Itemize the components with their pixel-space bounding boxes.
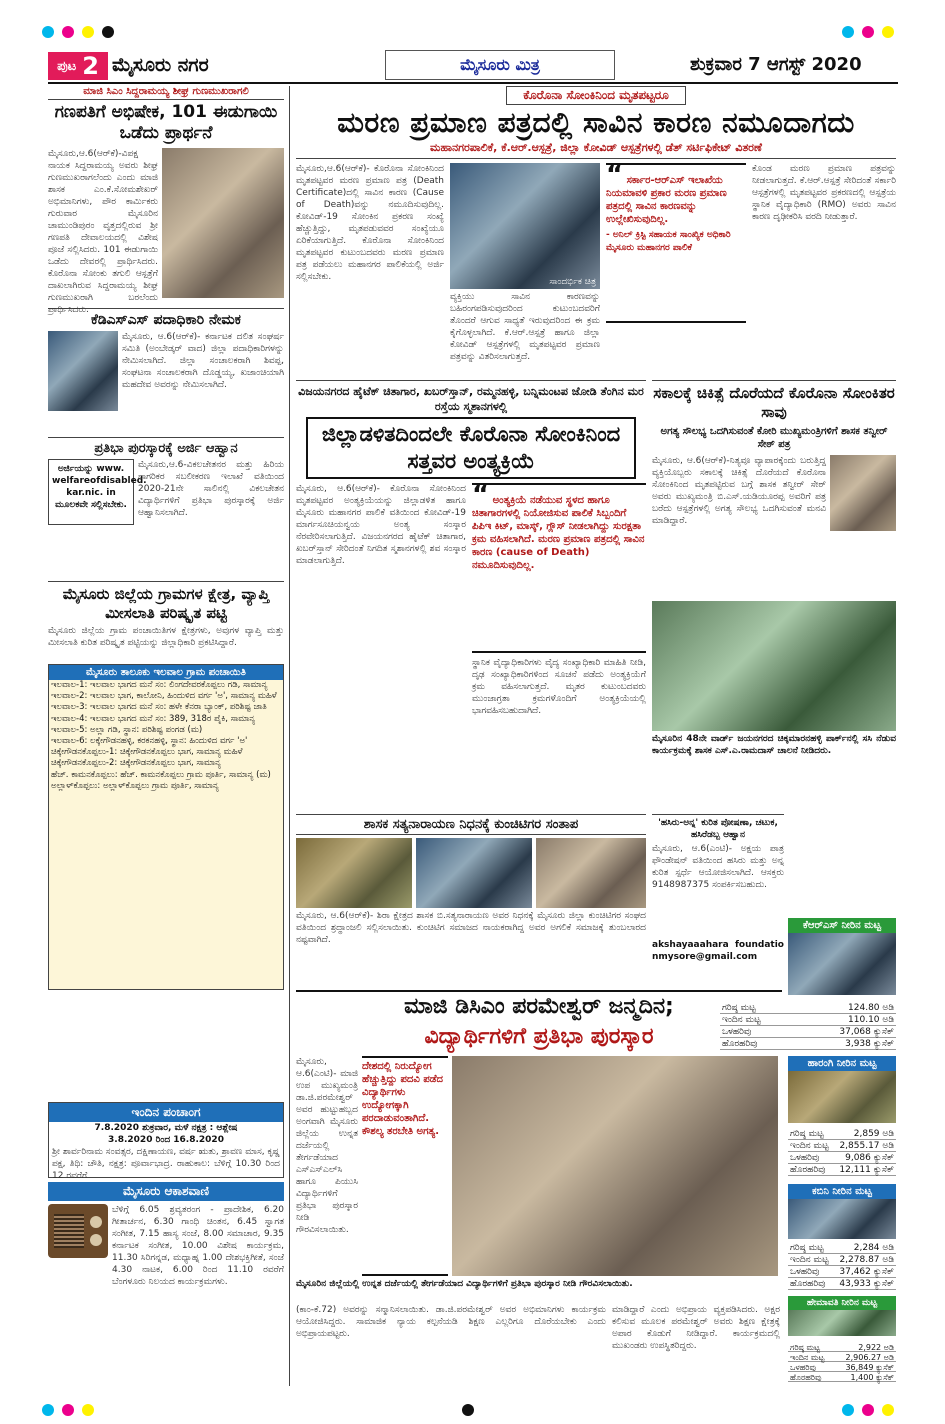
hemavathi-table: [788, 1342, 896, 1382]
kabini-dam-photo: [788, 1199, 896, 1239]
parameshwar-story: [296, 990, 782, 1386]
parameshwar-headline-1: ಮಾಜಿ ಡಿಸಿಎಂ ಪರಮೇಶ್ವರ್ ಜನ್ಮದಿನ;: [296, 990, 782, 1022]
harangi-dam-photo: [788, 1071, 896, 1123]
table-row: ಇಂದಿನ ಮಟ್ಟ 110.10 ಅಡಿ: [722, 1015, 894, 1025]
cyan-dot: [42, 1404, 54, 1416]
villages-headline: ಮೈಸೂರು ಜಿಲ್ಲೆಯ ಗ್ರಾಮಗಳ ಕ್ಷೇತ್ರ, ವ್ಯಾಪ್ತಿ ಮೀಸಲಾತಿ ಪರಿಷ್ಕೃತ ಪಟ್ಟಿ: [48, 581, 284, 623]
funeral-headline: ಜಿಲ್ಲಾಡಳಿತದಿಂದಲೇ ಕೊರೊನಾ ಸೋಂಕಿನಿಂದ ಸತ್ತವರ ಅಂತ್ಯಕ್ರಿಯೆ: [306, 417, 636, 479]
parameshwar-col3: ಮಾಡಿದ್ದಾರೆ ಎಂದು ಅಭಿಪ್ರಾಯ ವ್ಯಕ್ತಪಡಿಸಿದರು. ಅಕ್ಷರ ಕಲಿಸುವ ಮೂಲಕ ಪರಮೇಶ್ವರ್ ಅವರು ಶಿಕ್ಷಣ ಕ್ಷೇತ್ರಕ್ಕೆ ಅಪಾರ ಕೊಡುಗೆ ನೀಡಿದ್ದಾರೆ. ಕಾರ್ಯಕ್ರಮದಲ್ಲಿ ಮುಖಂಡರು ಉಪಸ್ಥಿತರಿದ್ದರು.: [612, 1305, 780, 1351]
table-row: ಇಂದಿನ ಮಟ್ಟ 2,906.27 ಅಡಿ: [790, 1353, 894, 1362]
quote-mark-icon: “: [606, 160, 624, 190]
hemavathi-dam-photo: [788, 1310, 896, 1336]
hasiru-contact: akshayaaahara foundationmysore@gmail.com: [652, 940, 784, 962]
hasiru-body: ಮೈಸೂರು, ಆ.6(ಎಂಟಿ)- ಅಕ್ಷಯ ಪಾತ್ರ ಫೌಂಡೇಷನ್ ವತಿಯಿಂದ ಹಸಿರು ಮತ್ತು ಅನ್ನ ಕುರಿತ ಸ್ಪರ್ಧೆ ಆಯೋಜಿಸಲಾಗಿದೆ. ಆಸಕ್ತರು 9148987375 ಸಂಪರ್ಕಿಸಬಹುದು.: [652, 844, 784, 890]
hasiru-headline: 'ಹಸಿರು-ಅನ್ನ' ಕುರಿತ ಪೋಷಣಾ, ಚಟುಕ, ಹಸಿರೆಡಬ್ಬ ಆಹ್ವಾನ: [652, 814, 784, 841]
akashavani-title: ಮೈಸೂರು ಆಕಾಶವಾಣಿ: [48, 1182, 284, 1201]
krs-title: ಕೆಆರ್‌ಎಸ್ ನೀರಿನ ಮಟ್ಟ: [788, 918, 896, 933]
kunchitiga-body: ಮೈಸೂರು, ಆ.6(ಆರ್‌ಕೆ)- ಶಿರಾ ಕ್ಷೇತ್ರದ ಶಾಸಕ ಬಿ.ಸತ್ಯನಾರಾಯಣ ಅವರ ನಿಧನಕ್ಕೆ ಮೈಸೂರು ಜಿಲ್ಲಾ ಕುಂಚಿಟಿಗರ ಸಂಘದ ವತಿಯಿಂದ ಶ್ರದ್ಧಾಂಜಲಿ ಸಲ್ಲಿಸಲಾಯಿತು. ಕುಂಚಿಟಿಗ ಸಮಾಜದ ನಾಯಕರಾಗಿದ್ದ ಅವರ ಅಗಲಿಕೆ ಸಮಾಜಕ್ಕೆ ತುಂಬಲಾರದ ನಷ್ಟವಾಗಿದೆ.: [296, 911, 646, 945]
funeral-kicker: ವಿಜಯನಗರದ ಹೈಟೆಕ್ ಚಿತಾಗಾರ, ಖಬರ್‌ಸ್ತಾನ್, ರಮ್ಮನಹಳ್ಳಿ, ಬನ್ನಿಮಂಟಪ ಜೋಡಿ ತೆಂಗಿನ ಮರ ರಸ್ತೆಯ ಸ್ಮಶಾನಗಳಲ್ಲಿ: [296, 380, 646, 414]
panchanga-box: [48, 1102, 284, 1181]
list-item: ಇಲವಾಲ-2: ಇಲವಾಲ ಭಾಗ, ಕಾಲೋನಿ, ಹಿಂದುಳಿದ ವರ್ಗ 'ಅ', ಸಾಮಾನ್ಯ ಮಹಿಳೆ: [51, 691, 277, 702]
hemavathi-dam-box: [788, 1296, 896, 1336]
list-item: ಇಲವಾಲ-4: ಇಲವಾಲ ಭಾಗದ ಮನೆ ಸಂ: 389, 318ರ ಪೈಕಿ, ಸಾಮಾನ್ಯ: [51, 713, 256, 724]
column-divider: [289, 86, 290, 1386]
pratibha-body: ಮೈಸೂರು,ಆ.6-ವಿಕಲಚೇತನರ ಮತ್ತು ಹಿರಿಯ ನಾಗರಿಕರ ಸಬಲೀಕರಣ ಇಲಾಖೆ ವತಿಯಿಂದ 2020-21ನೇ ಸಾಲಿನಲ್ಲಿ ವಿಕಲಚೇತನ ವಿದ್ಯಾರ್ಥಿಗಳಿಗೆ ಪ್ರತಿಭಾ ಪುರಸ್ಕಾರಕ್ಕೆ ಅರ್ಜಿ ಆಹ್ವಾನಿಸಲಾಗಿದೆ.: [138, 460, 284, 518]
lead-kicker: ಕೊರೊನಾ ಸೋಂಕಿನಿಂದ ಮೃತಪಟ್ಟರೂ: [506, 86, 686, 105]
kabini-dam-box: [788, 1184, 896, 1239]
table-row: ಒಳಹರಿವು 36,849 ಕ್ಯುಸೆಕ್: [790, 1363, 894, 1372]
list-item: ಅಲ್ಲಾಳ್‌ಕೊಪ್ಪಲು: ಅಲ್ಲಾಳ್‌ಕೊಪ್ಪಲು ಗ್ರಾಮ ಪೂರ್ತಿ, ಸಾಮಾನ್ಯ: [51, 780, 219, 791]
table-row: ಒಳಹರಿವು 37,462 ಕ್ಯುಸೆಕ್: [790, 1267, 894, 1277]
magenta-dot: [62, 1404, 74, 1416]
parameshwar-col1: ಮೈಸೂರು, ಆ.6(ಎಂಟಿ)- ಮಾಜಿ ಉಪ ಮುಖ್ಯಮಂತ್ರಿ ಡಾ.ಜಿ.ಪರಮೇಶ್ವರ್ ಅವರ ಹುಟ್ಟುಹಬ್ಬದ ಅಂಗವಾಗಿ ಮೈಸೂರು ಜಿಲ್ಲೆಯ ಉನ್ನತ ದರ್ಜೆಯಲ್ಲಿ ತೇರ್ಗಡೆಯಾದ ಎಸ್‌ಎಸ್‌ಎಲ್‌ಸಿ ಹಾಗೂ ಪಿಯುಸಿ ವಿದ್ಯಾರ್ಥಿಗಳಿಗೆ ಪ್ರತಿಭಾ ಪುರಸ್ಕಾರ ನೀಡಿ ಗೌರವಿಸಲಾಯಿತು.: [296, 1057, 358, 1235]
table-row: ಒಳಹರಿವು 9,086 ಕ್ಯುಸೆಕ್: [790, 1153, 894, 1163]
cyan-dot: [842, 26, 854, 38]
lead-subhead: ಮಹಾನಗರಪಾಲಿಕೆ, ಕೆ.ಆರ್.ಆಸ್ಪತ್ರೆ, ಜಿಲ್ಲಾ ಕೋವಿಡ್ ಆಸ್ಪತ್ರೆಗಳಲ್ಲಿ ಡೆತ್ ಸರ್ಟಿಫಿಕೇಟ್ ವಿತರಣೆ: [296, 141, 896, 159]
panchanga-line2: 3.8.2020 ರಿಂದ 16.8.2020: [108, 1135, 224, 1145]
krs-table: [720, 1002, 896, 1050]
table-row: ಹೊರಹರಿವು 1,400 ಕ್ಯುಸೆಕ್: [790, 1373, 894, 1382]
table-row: ಒಳಹರಿವು 37,068 ಕ್ಯುಸೆಕ್: [722, 1027, 894, 1037]
funeral-story: [296, 380, 646, 810]
masthead-logo: ಮೈಸೂರು ಮಿತ್ರ: [385, 50, 615, 80]
lead-quote: [606, 160, 746, 323]
header-rule: [48, 82, 898, 84]
krs-dam-photo: [788, 933, 896, 995]
villages-list: [49, 680, 283, 792]
sakala-subhead: ಅಗತ್ಯ ಸೌಲಭ್ಯ ಒದಗಿಸುವಂತೆ ಕೋರಿ ಮುಖ್ಯಮಂತ್ರಿಗಳಿಗೆ ಶಾಸಕ ತನ್ವೀರ್ ಸೇಠ್ ಪತ್ರ: [660, 426, 888, 450]
sakala-body: ಮೈಸೂರು, ಆ.6(ಆರ್‌ಕೆ)-ನಿತ್ಯವೂ ವ್ಯಾಪಾರಕ್ಕೆಂದು ಬರುತ್ತಿದ್ದ ವ್ಯಕ್ತಿಯೊಬ್ಬರು ಸಕಾಲಕ್ಕೆ ಚಿಕಿತ್ಸೆ ದೊರೆಯದೆ ಕೊರೊನಾ ಸೋಂಕಿನಿಂದ ಮೃತಪಟ್ಟಿರುವ ಬಗ್ಗೆ ಶಾಸಕ ತನ್ವೀರ್ ಸೇಠ್ ಅವರು ಮುಖ್ಯಮಂತ್ರಿ ಬಿ.ಎಸ್.ಯಡಿಯೂರಪ್ಪ ಅವರಿಗೆ ಪತ್ರ ಬರೆದು ಆಸ್ಪತ್ರೆಗಳಲ್ಲಿ ಅಗತ್ಯ ಸೌಲಭ್ಯ ಒದಗಿಸುವಂತೆ ಮನವಿ ಮಾಡಿದ್ದಾರೆ.: [652, 456, 826, 526]
page-number-badge: [48, 52, 108, 80]
table-row: ಇಂದಿನ ಮಟ್ಟ 2,278.87 ಅಡಿ: [790, 1255, 894, 1265]
panchanga-title: ಇಂದಿನ ಪಂಚಾಂಗ: [49, 1103, 283, 1122]
black-dot: [462, 1404, 474, 1416]
sakala-photo-caption: ಮೈಸೂರಿನ 48ನೇ ವಾರ್ಡ್ ಜಯನಗರದ ಚಿಕ್ಕಮಾರನಹಳ್ಳಿ ಪಾರ್ಕ್‌ನಲ್ಲಿ ಸಸಿ ನೆಡುವ ಕಾರ್ಯಕ್ರಮಕ್ಕೆ ಶಾಸಕ ಎಸ್.ಎ.ರಾಮದಾಸ್ ಚಾಲನೆ ನೀಡಿದರು.: [652, 734, 896, 756]
list-item: ಚಿಕ್ಕೇಗೌಡನಕೊಪ್ಪಲು-1: ಚಿಕ್ಕೇಗೌಡನಕೊಪ್ಪಲು ಭಾಗ, ಸಾಮಾನ್ಯ ಮಹಿಳೆ: [51, 747, 243, 758]
page-number: 2: [82, 52, 99, 80]
harangi-table: [788, 1128, 896, 1176]
sakala-story: [652, 380, 896, 810]
lead-col2: ವ್ಯಕ್ತಿಯು ಸಾವಿನ ಕಾರಣವನ್ನು ಬಹಿರಂಗಪಡಿಸುವುದರಿಂದ ಕುಟುಂಬದವರಿಗೆ ತೊಂದರೆ ಆಗುವ ಸಾಧ್ಯತೆ ಇರುವುದರಿಂದ ಈ ಕ್ರಮ ಕೈಗೊಳ್ಳಲಾಗಿದೆ. ಕೆ.ಆರ್.ಆಸ್ಪತ್ರೆ ಹಾಗೂ ಜಿಲ್ಲಾ ಕೋವಿಡ್ ಆಸ್ಪತ್ರೆಗಳಲ್ಲಿ ಮೃತಪಟ್ಟವರ ಪ್ರಮಾಣ ಪತ್ರವನ್ನು ವಿತರಿಸಲಾಗುತ್ತದೆ.: [450, 292, 600, 362]
magenta-dot: [862, 1404, 874, 1416]
tanveer-sait-photo: [830, 455, 896, 531]
list-item: ಇಲವಾಲ-1: ಇಲವಾಲ ಭಾಗದ ಮನೆ ಸಂ: ಲಿಂಗದೇವರಕೊಪ್ಪಲು ಗಡಿ, ಸಾಮಾನ್ಯ: [51, 680, 268, 690]
yellow-dot: [882, 26, 894, 38]
lead-photo-caption: ಸಾಂದರ್ಭಿಕ ಚಿತ್ರ: [549, 277, 596, 287]
villages-body: ಮೈಸೂರು ಜಿಲ್ಲೆಯ ಗ್ರಾಮ ಪಂಚಾಯಿತಿಗಳ ಕ್ಷೇತ್ರಗಳು, ಅವುಗಳ ವ್ಯಾಪ್ತಿ ಮತ್ತು ಮೀಸಲಾತಿ ಕುರಿತ ಪರಿಷ್ಕೃತ ಪಟ್ಟಿಯನ್ನು ಜಿಲ್ಲಾಧಿಕಾರಿ ಪ್ರಕಟಿಸಿದ್ದಾರೆ.: [48, 626, 284, 648]
kunchitiga-photo-1: [296, 838, 412, 908]
kunchitiga-photo-2: [416, 838, 532, 908]
kunchitiga-headline: ಶಾಸಕ ಸತ್ಯನಾರಾಯಣ ನಿಧನಕ್ಕೆ ಕುಂಚಿಟಿಗರ ಸಂತಾಪ: [296, 814, 646, 835]
table-row: ಹೊರಹರಿವು 3,938 ಕ್ಯುಸೆಕ್: [722, 1039, 894, 1049]
table-row: ಹೊರಹರಿವು 12,111 ಕ್ಯುಸೆಕ್: [790, 1165, 894, 1175]
yellow-dot: [82, 1404, 94, 1416]
lead-col1: ಮೈಸೂರು,ಆ.6(ಆರ್‌ಕೆ)- ಕೊರೊನಾ ಸೋಂಕಿನಿಂದ ಮೃತಪಟ್ಟವರ ಮರಣ ಪ್ರಮಾಣ ಪತ್ರ (Death Certificate)ದಲ್ಲಿ ಸಾವಿನ ಕಾರಣ (Cause of Death)ವನ್ನು ನಮೂದಿಸುವುದಿಲ್ಲ. ಕೋವಿಡ್-19 ಸೋಂಕಿನ ಪ್ರಕರಣ ಸಂಖ್ಯೆ ಹೆಚ್ಚುತ್ತಿದ್ದು, ಮೃತಪಡುವವರ ಸಂಖ್ಯೆಯೂ ಏರಿಕೆಯಾಗುತ್ತಿದೆ. ಕೊರೊನಾ ಸೋಂಕಿನಿಂದ ಮೃತಪಟ್ಟವರ ಕುಟುಂಬದವರು ಮರಣ ಪ್ರಮಾಣ ಪತ್ರ ಪಡೆಯಲು ಮಹಾನಗರ ಪಾಲಿಕೆಯಲ್ಲಿ ಅರ್ಜಿ ಸಲ್ಲಿಸಬೇಕು.: [296, 164, 444, 282]
kabini-table: [788, 1242, 896, 1290]
krs-dam-box: [788, 918, 896, 995]
kds-body: ಮೈಸೂರು, ಆ.6(ಆರ್‌ಕೆ)- ಕರ್ನಾಟಕ ದಲಿತ ಸಂಘರ್ಷ ಸಮಿತಿ (ಅಂಬೇಡ್ಕರ್ ವಾದ) ಜಿಲ್ಲಾ ಪದಾಧಿಕಾರಿಗಳನ್ನು ನೇಮಿಸಲಾಗಿದೆ. ಜಿಲ್ಲಾ ಸಂಚಾಲಕರಾಗಿ ಶಿವಪ್ಪ, ಸಂಘಟನಾ ಸಂಚಾಲಕರಾಗಿ ದೊಡ್ಡಯ್ಯ, ಖಜಾಂಚಿಯಾಗಿ ಮಹದೇವ ಅವರನ್ನು ನೇಮಿಸಲಾಗಿದೆ.: [122, 332, 284, 390]
panchanga-body: ಶ್ರೀ ಶಾರ್ವರಿನಾಮ ಸಂವತ್ಸರ, ದಕ್ಷಿಣಾಯಣ, ವರ್ಷ ಋತು, ಶ್ರಾವಣ ಮಾಸ, ಕೃಷ್ಣ ಪಕ್ಷ, ತಿಥಿ: ಚೌತಿ, ನಕ್ಷತ್ರ: ಪೂರ್ವಾಭಾದ್ರ. ರಾಹುಕಾಲ: ಬೆಳಿಗ್ಗೆ 10.30 ರಿಂದ 12 ರವರೆಗೆ: [52, 1147, 280, 1181]
lead-photo: [450, 163, 600, 289]
parameshwar-quote: ದೇಶದಲ್ಲಿ ನಿರುದ್ಯೋಗ ಹೆಚ್ಚುತ್ತಿದ್ದು ಪದವಿ ಪಡೆದ ವಿದ್ಯಾರ್ಥಿಗಳು ಉದ್ಯೋಗಕ್ಕಾಗಿ ಪರದಾಡುವಂತಾಗಿದೆ. ಕೌಶಲ್ಯ ತರಬೇತಿ ಅಗತ್ಯ.: [362, 1056, 448, 1276]
akashavani-box: [48, 1182, 284, 1382]
parameshwar-photo-caption: ಮೈಸೂರಿನ ಜಿಲ್ಲೆಯಲ್ಲಿ ಉನ್ನತ ದರ್ಜೆಯಲ್ಲಿ ತೇರ್ಗಡೆಯಾದ ವಿದ್ಯಾರ್ಥಿಗಳಿಗೆ ಪ್ರತಿಭಾ ಪುರಸ್ಕಾರ ನೀಡಿ ಗೌರವಿಸಲಾಯಿತು.: [296, 1279, 633, 1289]
list-item: ಇಲವಾಲ-3: ಇಲವಾಲ ಭಾಗದ ಮನೆ ಸಂ: ಹಳೇ ಕೆನರಾ ಬ್ಯಾಂಕ್, ಪರಿಶಿಷ್ಟ ಜಾತಿ: [51, 702, 267, 713]
funeral-col3: ಸ್ಥಾನಿಕ ವೈದ್ಯಾಧಿಕಾರಿಗಳು ವೈದ್ಯ ಸಂಖ್ಯಾಧಿಕಾರಿ ಮಾಹಿತಿ ನೀಡಿ, ದೃಢ ಸಂಖ್ಯಾಧಿಕಾರಿಗಳಿಂದ ಸೂಚನೆ ಪಡೆದು ಅಂತ್ಯಕ್ರಿಯೆಗೆ ಕ್ರಮ ವಹಿಸಲಾಗುತ್ತದೆ. ಮೃತರ ಕುಟುಂಬದವರು ಮುಂಜಾಗ್ರತಾ ಕ್ರಮಗಳೊಂದಿಗೆ ಅಂತ್ಯಕ್ರಿಯೆಯಲ್ಲಿ ಭಾಗವಹಿಸಬಹುದಾಗಿದೆ.: [472, 658, 646, 716]
kunchitiga-photo-3: [536, 838, 646, 908]
hasiru-story: [652, 814, 784, 984]
table-row: ಹೊರಹರಿವು 43,933 ಕ್ಯುಸೆಕ್: [790, 1279, 894, 1289]
funeral-col1: ಮೈಸೂರು, ಆ.6(ಆರ್‌ಕೆ)- ಕೊರೊನಾ ಸೋಂಕಿನಿಂದ ಮೃತಪಟ್ಟವರ ಅಂತ್ಯಕ್ರಿಯೆಯನ್ನು ಜಿಲ್ಲಾಡಳಿತ ಹಾಗೂ ಮೈಸೂರು ಮಹಾನಗರ ಪಾಲಿಕೆ ವತಿಯಿಂದ ಕೋವಿಡ್-19 ಮಾರ್ಗಸೂಚಿಯನ್ವಯ ಅಂತ್ಯ ಸಂಸ್ಕಾರ ನೆರವೇರಿಸಲಾಗುತ್ತಿದೆ. ವಿಜಯನಗರದ ಹೈಟೆಕ್ ಚಿತಾಗಾರ, ಖಬರ್‌ಸ್ತಾನ್ ಸೇರಿದಂತೆ ನಿಗದಿತ ಸ್ಮಶಾನಗಳಲ್ಲಿ ಶವ ಸಂಸ್ಕಾರ ಮಾಡಲಾಗುತ್ತಿದೆ.: [296, 484, 466, 566]
funeral-quote-text: ಅಂತ್ಯಕ್ರಿಯೆ ನಡೆಯುವ ಸ್ಥಳದ ಹಾಗೂ ಚಿತಾಗಾರಗಳಲ್ಲಿ ನಿಯೋಜಿಸುವ ಪಾಲಿಕೆ ಸಿಬ್ಬಂದಿಗೆ ಪಿಪಿಇ ಕಿಟ್, ಮಾಸ್ಕ್, ಗ್ಲೌಸ್ ನೀಡಲಾಗಿದ್ದು ಸುರಕ್ಷತಾ ಕ್ರಮ ವಹಿಸಲಾಗಿದೆ. ಮರಣ ಪ್ರಮಾಣ ಪತ್ರದಲ್ಲಿ ಸಾವಿನ ಕಾರಣ (cause of Death) ನಮೂದಿಸುವುದಿಲ್ಲ.: [472, 495, 645, 571]
kds-photo: [48, 331, 118, 411]
parameshwar-col2: (ಕಾಂ-ಕೆ.72) ಅವರನ್ನು ಸನ್ಮಾನಿಸಲಾಯಿತು. ಡಾ.ಜಿ.ಪರಮೇಶ್ವರ್ ಅವರ ಅಭಿಮಾನಿಗಳು ಕಾರ್ಯಕ್ರಮ ಆಯೋಜಿಸಿದ್ದರು. ಸಾಮಾಜಿಕ ನ್ಯಾಯ ಕಲ್ಪನೆಯಡಿ ಶಿಕ್ಷಣ ಎಲ್ಲರಿಗೂ ದೊರೆಯಬೇಕು ಎಂದು ಅಭಿಪ್ರಾಯಪಟ್ಟರು.: [296, 1305, 606, 1339]
color-registration-bar: [42, 26, 902, 36]
list-item: ಹೆಚ್. ಕಾಮನಕೊಪ್ಪಲು: ಹೆಚ್. ಕಾಮನಕೊಪ್ಪಲು ಗ್ರಾಮ ಪೂರ್ತಿ, ಸಾಮಾನ್ಯ (ಮ): [51, 769, 271, 780]
pratibha-web-box: ಅರ್ಜಿಯನ್ನು www. welfareofdisabled. kar.nic. in ಮೂಲಕವೇ ಸಲ್ಲಿಸಬೇಕು.: [48, 459, 134, 525]
villages-list-box: [48, 664, 284, 990]
page-label: ಪುಟ: [57, 58, 77, 74]
lead-col4: ಕೊಂಡ ಮರಣ ಪ್ರಮಾಣ ಪತ್ರವನ್ನು ನೀಡಲಾಗುತ್ತದೆ. ಕೆ.ಆರ್.ಆಸ್ಪತ್ರೆ ಸೇರಿದಂತೆ ಸರ್ಕಾರಿ ಆಸ್ಪತ್ರೆಗಳಲ್ಲಿ ಮೃತಪಟ್ಟವರ ಪ್ರಕರಣದಲ್ಲಿ ಆಸ್ಪತ್ರೆಯ ಸ್ಥಾನಿಕ ವೈದ್ಯಾಧಿಕಾರಿ (RMO) ಅವರು ಸಾವಿನ ಕಾರಣ ದೃಢೀಕರಿಸಿ ವರದಿ ನೀಡುತ್ತಾರೆ.: [752, 164, 896, 222]
radio-icon: [48, 1204, 108, 1258]
table-row: ಗರಿಷ್ಠ ಮಟ್ಟ 124.80 ಅಡಿ: [722, 1003, 894, 1013]
villages-box-title: ಮೈಸೂರು ತಾಲೂಕು ಇಲವಾಲ ಗ್ರಾಮ ಪಂಚಾಯಿತಿ: [49, 665, 283, 680]
ganapati-photo: [162, 148, 284, 298]
lead-story: [296, 86, 896, 385]
left-column: [48, 86, 284, 990]
lead-quote-byline: - ಅನಿಲ್ ಕ್ರಿಸ್ಟಿ ಸಹಾಯಕ ಸಾಂಖ್ಯಿಕ ಅಧಿಕಾರಿ ಮೈಸೂರು ಮಹಾನಗರ ಪಾಲಿಕೆ: [606, 230, 731, 253]
ganapati-headline: ಗಣಪತಿಗೆ ಅಭಿಷೇಕ, 101 ಈಡುಗಾಯಿ ಒಡೆದು ಪ್ರಾರ್ಥನೆ: [54, 102, 278, 143]
ganapati-kicker: ಮಾಜಿ ಸಿಎಂ ಸಿದ್ದರಾಮಯ್ಯ ಶೀಘ್ರ ಗುಣಮುಖರಾಗಲಿ: [48, 86, 284, 100]
kunchitiga-story: [296, 814, 646, 945]
magenta-dot: [62, 26, 74, 38]
issue-date: ಶುಕ್ರವಾರ 7 ಆಗಸ್ಟ್ 2020: [690, 54, 862, 75]
cyan-dot: [842, 1404, 854, 1416]
harangi-dam-box: [788, 1056, 896, 1123]
students-award-photo: [452, 1056, 778, 1276]
funeral-quote: [472, 480, 646, 653]
cyan-dot: [42, 26, 54, 38]
section-title: ಮೈಸೂರು ನಗರ: [112, 54, 209, 76]
magenta-dot: [862, 26, 874, 38]
table-row: ಗರಿಷ್ಠ ಮಟ್ಟ 2,284 ಅಡಿ: [790, 1243, 894, 1253]
table-row: ಗರಿಷ್ಠ ಮಟ್ಟ 2,859 ಅಡಿ: [790, 1129, 894, 1139]
sakala-headline: ಸಕಾಲಕ್ಕೆ ಚಿಕಿತ್ಸೆ ದೊರೆಯದೆ ಕೊರೊನಾ ಸೋಂಕಿತರ ಸಾವು: [652, 380, 896, 422]
list-item: ಇಲವಾಲ-6: ಲಕ್ಕೇಗೌಡನಹಳ್ಳಿ, ಕರಕನಹಳ್ಳಿ, ಸ್ಥಾನ: ಹಿಂದುಳಿದ ವರ್ಗ 'ಅ': [51, 736, 248, 747]
ganapati-body: ಮೈಸೂರು,ಆ.6(ಆರ್‌ಕೆ)-ವಿಪಕ್ಷ ನಾಯಕ ಸಿದ್ದರಾಮಯ್ಯ ಅವರು ಶೀಘ್ರ ಗುಣಮುಖರಾಗಲೆಂದು ಎಂದು ಮಾಜಿ ಶಾಸಕ ಎಂ.ಕೆ.ಸೋಮಶೇಖರ್ ಅಭಿಮಾನಿಗಳು, ಪೌರ ಕಾರ್ಮಿಕರು ಗುರುವಾರ ಮೈಸೂರಿನ ಚಾಮುಂಡಿಪುರಂ ವೃತ್ತದಲ್ಲಿರುವ ಶ್ರೀ ಗಣಪತಿ ದೇವಾಲಯದಲ್ಲಿ ವಿಶೇಷ ಪೂಜೆ ಸಲ್ಲಿಸಿದರು. 101 ಈಡುಗಾಯಿ ಒಡೆದು ದೇವರಲ್ಲಿ ಪ್ರಾರ್ಥಿಸಿದರು. ಕೊರೊನಾ ಸೋಂಕು ತಗುಲಿ ಆಸ್ಪತ್ರೆಗೆ ದಾಖಲಾಗಿರುವ ಸಿದ್ದರಾಮಯ್ಯ ಶೀಘ್ರ ಗುಣಮುಖರಾಗಿ ಬರಲೆಂದು ಪ್ರಾರ್ಥಿಸಿದರು.: [48, 149, 158, 315]
list-item: ಚಿಕ್ಕೇಗೌಡನಕೊಪ್ಪಲು-2: ಚಿಕ್ಕೇಗೌಡನಕೊಪ್ಪಲು ಭಾಗ, ಸಾಮಾನ್ಯ: [51, 758, 221, 769]
lead-quote-text: ಸರ್ಕಾರ-ಆರ್‌ಎಸ್ ಇಲಾಖೆಯ ನಿಯಮಾವಳಿ ಪ್ರಕಾರ ಮರಣ ಪ್ರಮಾಣ ಪತ್ರದಲ್ಲಿ ಸಾವಿನ ಕಾರಣವನ್ನು ಉಲ್ಲೇಖಿಸುವುದಿಲ್ಲ.: [606, 175, 727, 225]
hemavathi-title: ಹೇಮಾವತಿ ನೀರಿನ ಮಟ್ಟ: [788, 1296, 896, 1310]
yellow-dot: [82, 26, 94, 38]
panchanga-line1: 7.8.2020 ಶುಕ್ರವಾರ, ಮಳೆ ನಕ್ಷತ್ರ : ಆಶ್ಲೇಷ: [94, 1123, 238, 1133]
list-item: ಇಲವಾಲ-5: ಅಲ್ಲಾ ಗಡಿ, ಸ್ಥಾನ: ಪರಿಶಿಷ್ಟ ಪಂಗಡ (ಮ): [51, 724, 203, 735]
quote-mark-icon: “: [472, 480, 490, 510]
parameshwar-headline-2: ವಿದ್ಯಾರ್ಥಿಗಳಿಗೆ ಪ್ರತಿಭಾ ಪುರಸ್ಕಾರ: [424, 1024, 654, 1049]
lead-headline: ಮರಣ ಪ್ರಮಾಣ ಪತ್ರದಲ್ಲಿ ಸಾವಿನ ಕಾರಣ ನಮೂದಾಗದು: [337, 106, 855, 139]
harangi-title: ಹಾರಂಗಿ ನೀರಿನ ಮಟ್ಟ: [788, 1056, 896, 1071]
akashavani-body: ಬೆಳಿಗ್ಗೆ 6.05 ಶ್ರವ್ಯತರಂಗ - ಪ್ರಾದೇಶಿಕ, 6.20 ಗೀತಾರ್ಚನ, 6.30 ಗಾಂಧಿ ಚಿಂತನ, 6.45 ಸ್ವಾಗತ ಸಂಗೀತ, 7.15 ಹಾಸ್ಯ ಸಂಜೆ, 8.00 ಸಮಾಚಾರ, 9.35 ಕರ್ನಾಟಕ ಸಂಗೀತ, 10.00 ವಿಶೇಷ ಕಾರ್ಯಕ್ರಮ, 11.30 ಸಿರಿಗನ್ನಡ, ಮಧ್ಯಾಹ್ನ 1.00 ದೇಶಭಕ್ತಿಗೀತೆ, ಸಂಜೆ 4.30 ನಾಟಕ, 6.00 ರಿಂದ 11.10 ರವರೆಗೆ ಬೆಂಗಳೂರು ನಿಲಯದ ಕಾರ್ಯಕ್ರಮಗಳು.: [112, 1205, 284, 1287]
black-dot: [102, 26, 114, 38]
yellow-dot: [882, 1404, 894, 1416]
sapling-planting-photo: [652, 601, 896, 731]
kabini-title: ಕಬಿನಿ ನೀರಿನ ಮಟ್ಟ: [788, 1184, 896, 1199]
table-row: ಇಂದಿನ ಮಟ್ಟ 2,855.17 ಅಡಿ: [790, 1141, 894, 1151]
kds-headline: ಕೆಡಿಎಸ್‌ಎಸ್ ಪದಾಧಿಕಾರಿ ನೇಮಕ: [48, 308, 284, 328]
pratibha-headline: ಪ್ರತಿಭಾ ಪುರಸ್ಕಾರಕ್ಕೆ ಅರ್ಜಿ ಆಹ್ವಾನ: [48, 437, 284, 456]
bottom-registration-bar: [42, 1404, 902, 1416]
table-row: ಗರಿಷ್ಠ ಮಟ್ಟ 2,922 ಅಡಿ: [790, 1343, 894, 1352]
